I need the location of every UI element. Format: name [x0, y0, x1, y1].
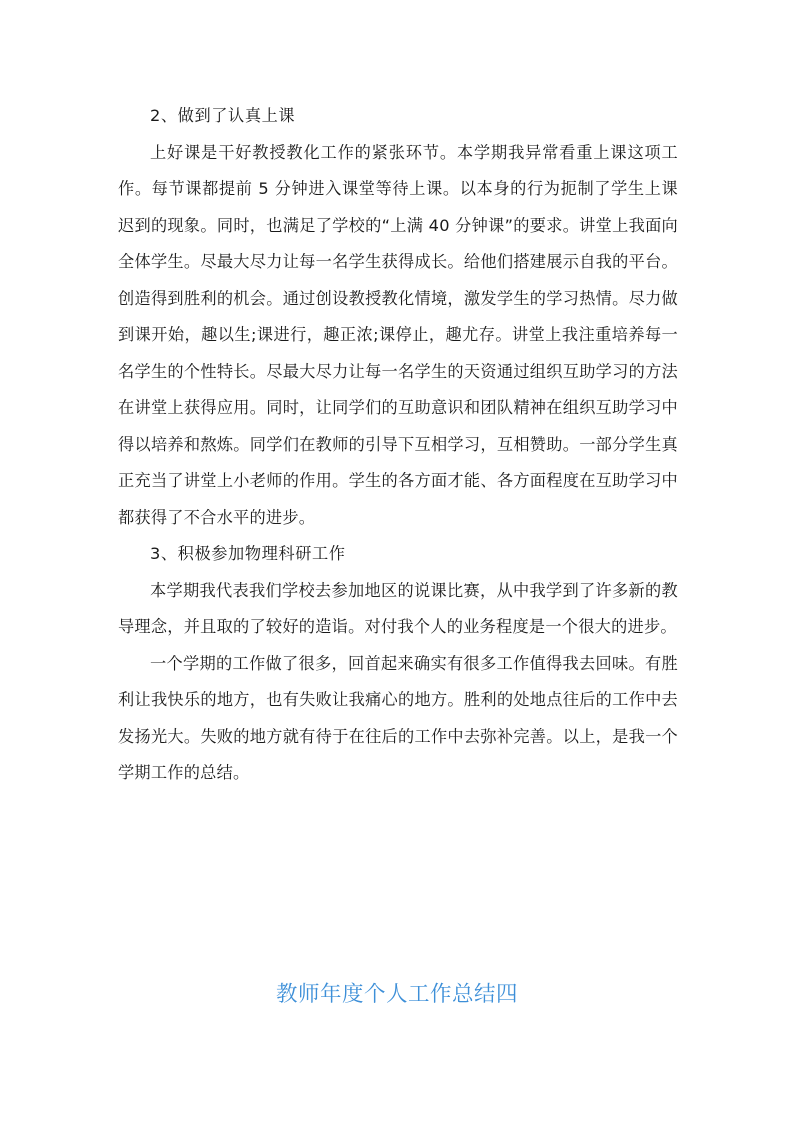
section-heading-teaching: 2、做到了认真上课 [150, 106, 296, 125]
paragraph-competition: 本学期我代表我们学校去参加地区的说课比赛，从中我学到了许多新的教导理念，并且取的了较好的造诣。对付我个人的业务程度是一个很大的进步。 [118, 580, 678, 636]
document-body [118, 98, 678, 792]
section-heading-research: 3、积极参加物理科研工作 [150, 544, 346, 563]
next-section-title: 教师年度个人工作总结四 [275, 982, 518, 1007]
paragraph-summary: 一个学期的工作做了很多，回首起来确实有很多工作值得我去回味。有胜利让我快乐的地方，也有失败让我痛心的地方。胜利的处地点往后的工作中去发扬光大。失败的地方就有待于在往后的工作中去弥补完善。以上，是我一个学期工作的总结。 [118, 653, 678, 782]
paragraph-teaching: 上好课是干好教授教化工作的紧张环节。本学期我异常看重上课这项工作。每节课都提前 5 分钟进入课堂等待上课。以本身的行为扼制了学生上课迟到的现象。同时，也满足了学校的“上满 40 分钟课”的要求。讲堂上我面向全体学生。尽最大尽力让每一名学生获得成长。给他们搭建展示自我的平台。创造得到胜利的机会。通过创设教授教化情境，激发学生的学习热情。尽力做到课开始，趣以生;课进行，趣正浓;课停止，趣尤存。讲堂上我注重培养每一名学生的个性特长。尽最大尽力让每一名学生的天资通过组织互助学习的方法在讲堂上获得应用。同时，让同学们的互助意识和团队精神在组织互助学习中得以培养和熬炼。同学们在教师的引导下互相学习，互相赞助。一部分学生真正充当了讲堂上小老师的作用。学生的各方面才能、各方面程度在互助学习中都获得了不合水平的进步。 [118, 142, 678, 527]
